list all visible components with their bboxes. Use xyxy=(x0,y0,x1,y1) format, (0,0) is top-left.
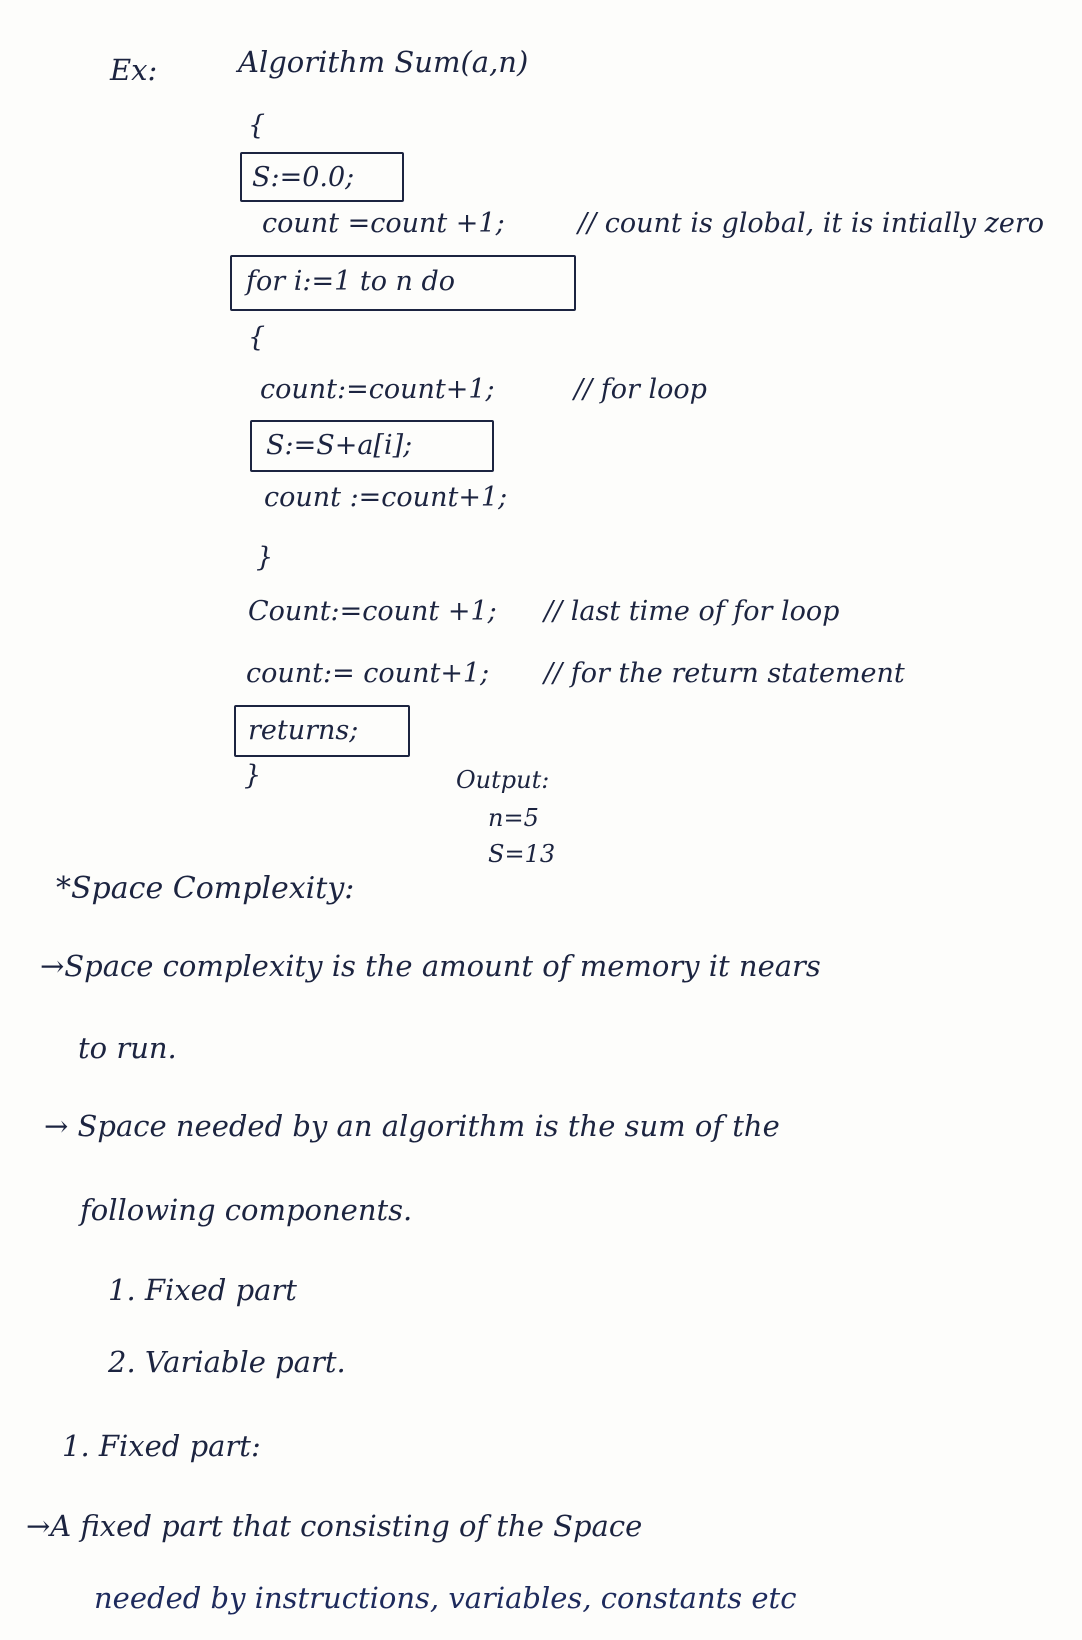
comment-for-loop: // for loop xyxy=(574,374,707,405)
space-def-line-1: →Space complexity is the amount of memory it nears xyxy=(40,949,821,983)
comment-return: // for the return statement xyxy=(544,658,905,689)
code-line-sum: S:=S+a[i]; xyxy=(266,430,413,461)
close-brace-inner: } xyxy=(256,542,274,573)
close-brace-outer: } xyxy=(244,760,262,791)
list-item-fixed-part: 1. Fixed part xyxy=(108,1273,297,1307)
fixed-part-def-line-2: needed by instructions, variables, constants etc xyxy=(94,1581,797,1615)
code-line-return: returns; xyxy=(248,715,359,746)
code-line-count-2: count:=count+1; xyxy=(260,374,495,405)
fixed-part-heading: 1. Fixed part: xyxy=(62,1429,261,1463)
open-brace-outer: { xyxy=(248,110,266,141)
space-components-line-1: → Space needed by an algorithm is the sum of the xyxy=(44,1109,780,1143)
comment-last-time: // last time of for loop xyxy=(544,596,840,627)
code-line-init: S:=0.0; xyxy=(252,162,355,193)
space-complexity-heading: *Space Complexity: xyxy=(56,871,355,906)
code-line-count-4: Count:=count +1; xyxy=(248,596,497,627)
space-def-line-2: to run. xyxy=(78,1031,177,1065)
code-line-for: for i:=1 to n do xyxy=(246,266,456,297)
open-brace-inner: { xyxy=(248,322,266,353)
code-line-count-3: count :=count+1; xyxy=(264,482,508,513)
list-item-variable-part: 2. Variable part. xyxy=(108,1345,346,1379)
fixed-part-def-line-1: →A fixed part that consisting of the Space xyxy=(26,1509,643,1543)
output-n-value: n=5 xyxy=(488,804,539,832)
algorithm-header: Algorithm Sum(a,n) xyxy=(238,45,529,79)
space-components-line-2: following components. xyxy=(80,1193,413,1227)
output-s-value: S=13 xyxy=(488,840,556,868)
code-line-count-1: count =count +1; xyxy=(262,208,505,239)
comment-count-global: // count is global, it is intially zero xyxy=(578,208,1045,239)
code-line-count-5: count:= count+1; xyxy=(246,658,490,689)
output-title: Output: xyxy=(456,766,550,794)
example-label: Ex: xyxy=(110,53,158,87)
